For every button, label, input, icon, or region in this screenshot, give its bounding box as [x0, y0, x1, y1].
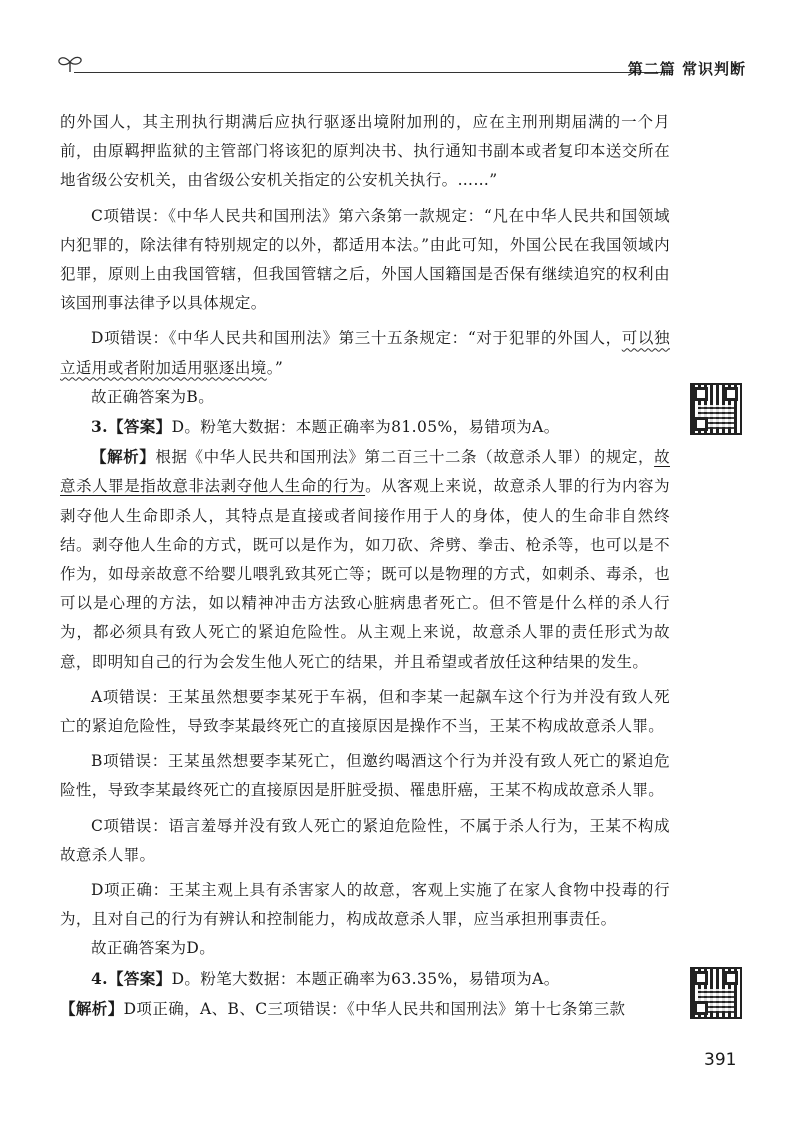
paragraph: 的外国人，其主刑执行期满后应执行驱逐出境附加刑的，应在主刑刑期届满的一个月前，由原羁押监狱的主管部门将该犯的原判决书、执行通知书副本或者复印本送交所在地省级公安机关，由省级公安机关指定的公安机关执行。……” [60, 113, 670, 190]
paragraph: D项错误：《中华人民共和国刑法》第三十五条规定：“对于犯罪的外国人，可以独立适用或者附加适用驱逐出境。” [60, 329, 670, 377]
qr-code-icon[interactable] [690, 383, 742, 435]
answer-header: 3.【答案】D。粉笔大数据：本题正确率为81.05%，易错项为A。 [91, 417, 560, 437]
paragraph: 【解析】根据《中华人民共和国刑法》第二百三十二条（故意杀人罪）的规定，故意杀人罪是指故意非法剥夺他人生命的行为。从客观上来说，故意杀人罪的行为内容为剥夺他人生命即杀人，其特点是直接或者间接作用于人的身体，使人的生命非自然终结。剥夺他人生命的方式，既可以是作为，如刀砍、斧劈、拳击、枪杀等，也可以是不作为，如母亲故意不给婴儿喂乳致其死亡等；既可以是物理的方式，如刺杀、毒杀，也可以是心理的方法，如以精神冲击方法致心脏病患者死亡。但不管是什么样的杀人行为，都必须具有致人死亡的紧迫危险性。从主观上来说，故意杀人罪的责任形式为故意，即明知自己的行为会发生他人死亡的结果，并且希望或者放任这种结果的发生。 [60, 447, 670, 671]
answer-label: 3.【答案】 [91, 417, 172, 437]
paragraph: C项错误：《中华人民共和国刑法》第六条第一款规定：“凡在中华人民共和国领域内犯罪的，除法律有特别规定的以外，都适用本法。”由此可知，外国公民在我国领域内犯罪，原则上由我国管辖，但我国管辖之后，外国人国籍国是否保有继续追究的权利由该国刑事法律予以具体规定。 [60, 206, 670, 313]
answer-header: 4.【答案】D。粉笔大数据：本题正确率为63.35%，易错项为A。 [91, 968, 560, 988]
answer-line: 故正确答案为D。 [91, 939, 216, 958]
header-rule [74, 72, 666, 73]
underlined-text: 可以独立适用或者附加适用驱逐出境 [60, 329, 670, 377]
paragraph: 【解析】D项正确，A、B、C三项错误：《中华人民共和国刑法》第十七条第三款 [60, 998, 626, 1018]
paragraph: C项错误：语言羞辱并没有致人死亡的紧迫危险性，不属于杀人行为，王某不构成故意杀人罪。 [60, 816, 670, 864]
underlined-text: 故意杀人罪是指故意非法剥夺他人生命的行为 [60, 448, 670, 496]
paragraph: A项错误：王某虽然想要李某死于车祸，但和李某一起飙车这个行为并没有致人死亡的紧迫危险性，导致李某最终死亡的直接原因是操作不当，王某不构成故意杀人罪。 [60, 687, 670, 736]
answer-line: 故正确答案为B。 [91, 387, 215, 406]
answer-label: 4.【答案】 [91, 968, 172, 988]
analysis-label: 【解析】 [91, 447, 156, 467]
page-header [56, 52, 746, 86]
page-body [60, 108, 670, 1024]
page-number: 391 [704, 1050, 737, 1070]
paragraph: D项正确：王某主观上具有杀害家人的故意，客观上实施了在家人食物中投毒的行为，且对自己的行为有辨认和控制能力，构成故意杀人罪，应当承担刑事责任。 [60, 881, 670, 929]
paragraph: B项错误：王某虽然想要李某死亡，但邀约喝酒这个行为并没有致人死亡的紧迫危险性，导致李某最终死亡的直接原因是肝脏受损、罹患肝癌，王某不构成故意杀人罪。 [60, 752, 670, 800]
section-title: 第二篇 常识判断 [627, 60, 746, 78]
analysis-label: 【解析】 [60, 998, 124, 1018]
qr-code-icon[interactable] [690, 967, 742, 1019]
sprout-icon [56, 52, 84, 74]
